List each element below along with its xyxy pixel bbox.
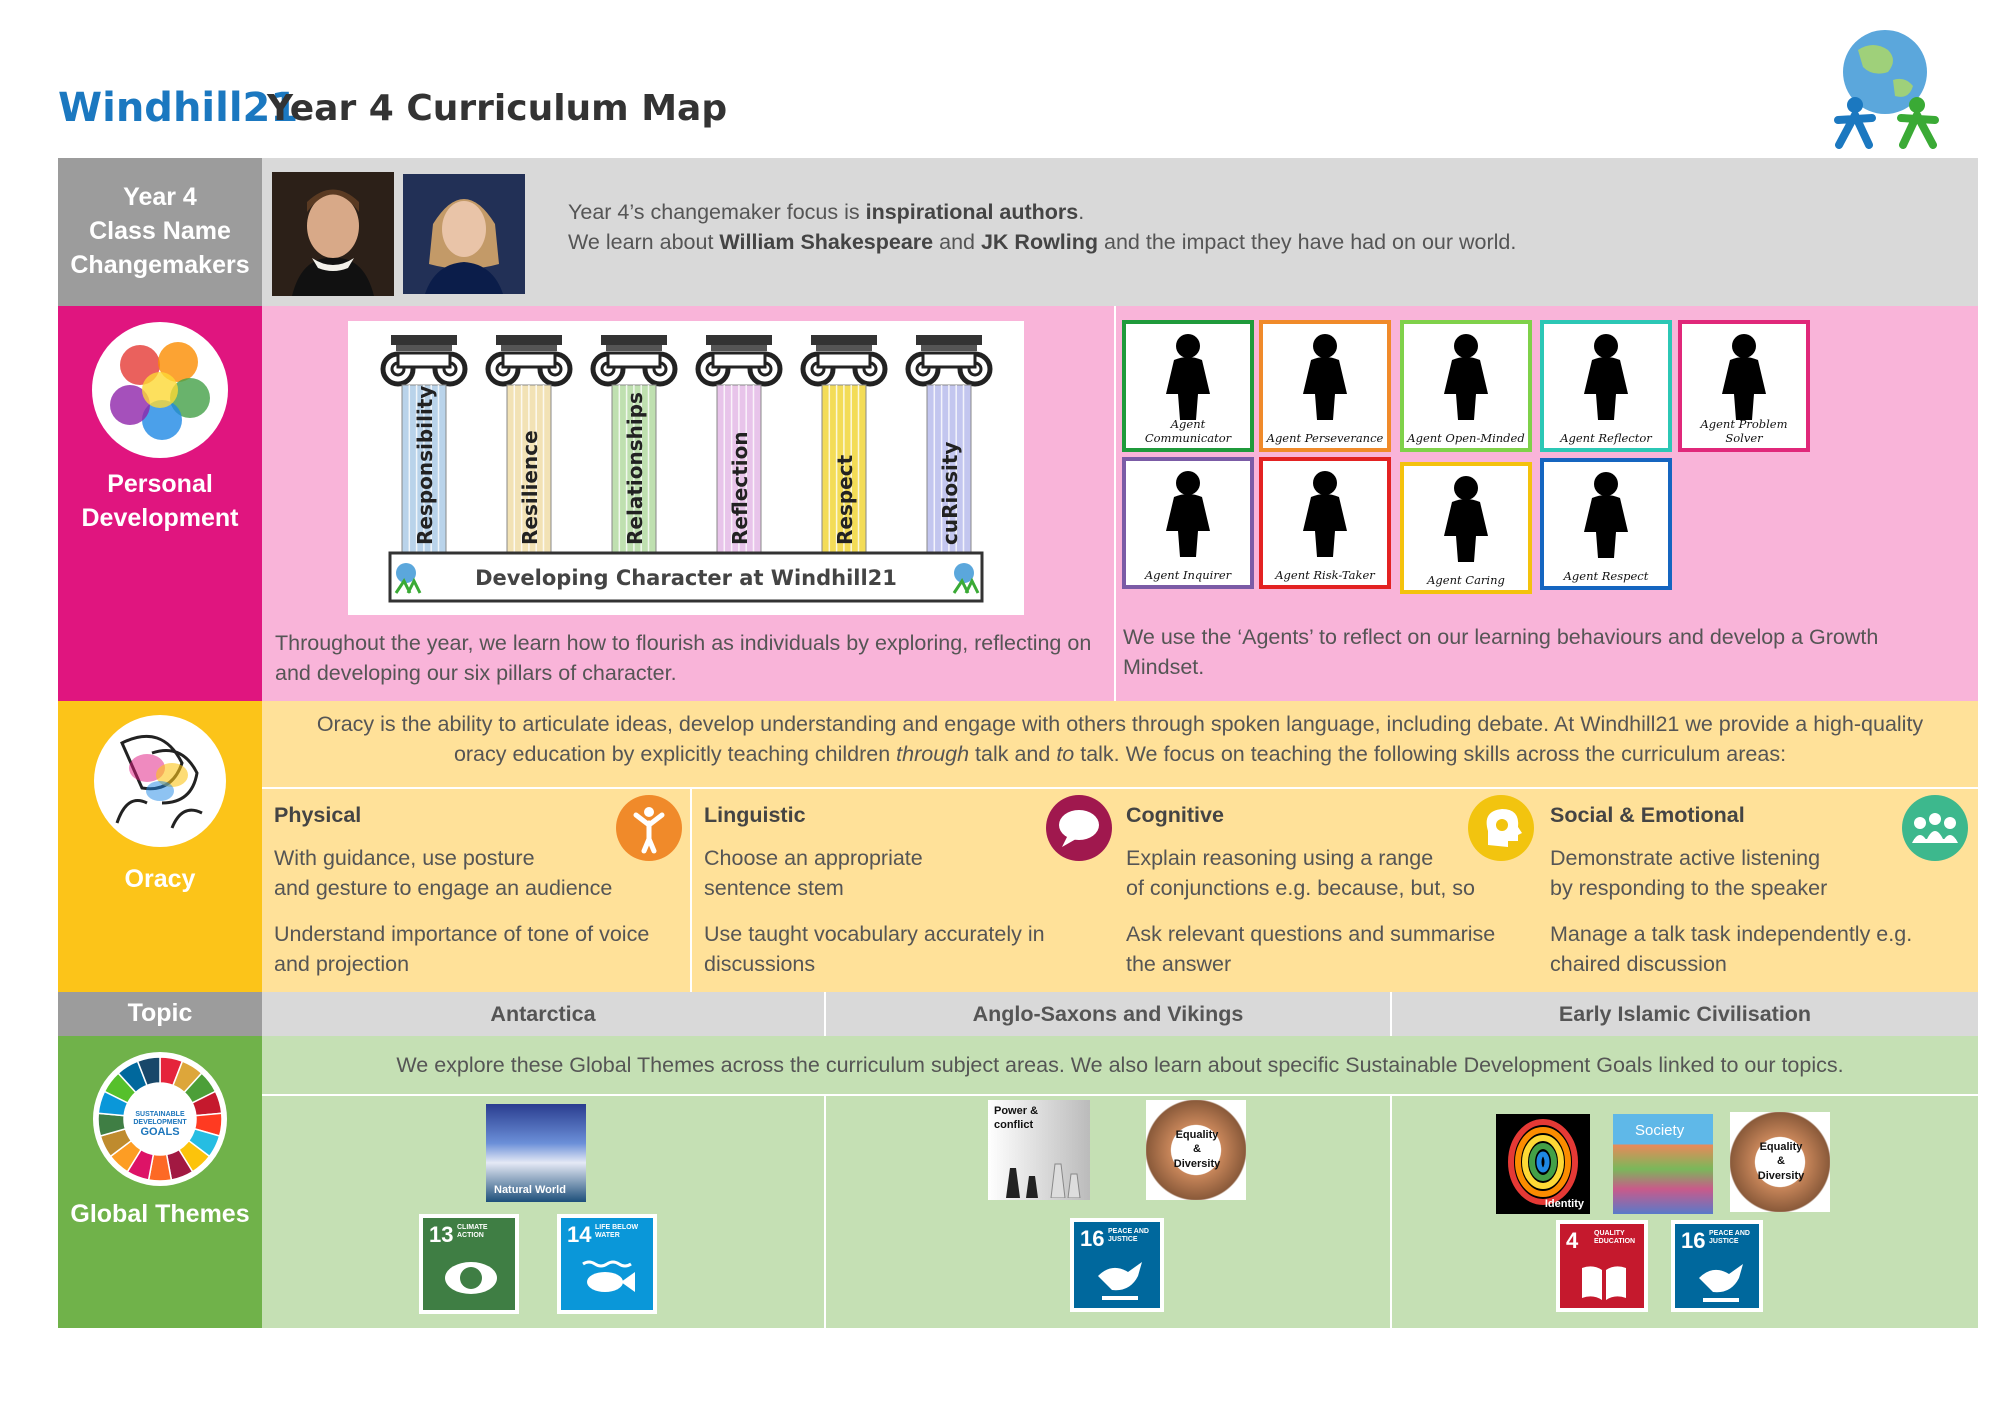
svg-text:DEVELOPMENT: DEVELOPMENT: [133, 1119, 187, 1126]
skill-text-1: Explain reasoning using a range of conjunctions e.g. because, but, so: [1126, 846, 1476, 901]
pillar-label: cuRiosity: [938, 441, 962, 545]
skill-title: Social & Emotional: [1550, 803, 1745, 827]
personal-label-line2: Development: [81, 503, 239, 532]
agent-silhouette-icon: [1263, 324, 1387, 424]
oracy-skill-1: [262, 787, 692, 992]
agent-card: [1400, 320, 1532, 452]
agent-card: [1122, 457, 1254, 589]
class-name-value: Changemakers: [70, 250, 250, 279]
handprints-icon: [90, 320, 230, 460]
globe-children-icon: [1813, 20, 1956, 155]
oracy-skill-3: [1114, 787, 1544, 992]
agent-name: Agent Inquirer: [1144, 568, 1232, 582]
skill-text-2: Use taught vocabulary accurately in discussions: [704, 922, 1045, 977]
pillar-6: [908, 335, 990, 553]
group-icon: [1900, 793, 1970, 863]
personal-label-line1: Personal: [107, 470, 213, 498]
person-icon: [614, 793, 684, 863]
agent-silhouette-icon: [1544, 462, 1668, 562]
natural-world-tile: Natural World: [486, 1104, 586, 1202]
power-conflict-tile: Power & conflict: [988, 1100, 1090, 1200]
speech-bubble-icon: [1044, 793, 1114, 863]
pillar-4: [698, 335, 780, 553]
personal-development-label: [58, 306, 262, 701]
agent-silhouette-icon: [1263, 461, 1387, 561]
agent-name: Agent Reflector: [1560, 431, 1652, 445]
skill-text-2: Manage a talk task independently e.g. chaired discussion: [1550, 922, 1913, 977]
sdg16-tile-1: 16 PEACE AND JUSTICE: [1070, 1218, 1164, 1312]
pillar-2: [488, 335, 570, 553]
oracy-label-text: Oracy: [124, 865, 196, 893]
agent-card: [1678, 320, 1810, 452]
agent-card: [1540, 320, 1672, 452]
pillars-description: Throughout the year, we learn how to flourish as individuals by exploring, reflecting on and developing our six pillars of character.: [275, 631, 1092, 686]
sdg-wheel-icon: [91, 1050, 229, 1188]
skill-text-1: Demonstrate active listening by responding to the speaker: [1550, 846, 1828, 901]
pillar-label: Reflection: [728, 431, 752, 545]
agent-silhouette-icon: [1404, 324, 1528, 424]
society-tile: Society: [1613, 1114, 1713, 1214]
agent-silhouette-icon: [1126, 324, 1250, 424]
pillars-banner-text: Developing Character at Windhill21: [475, 566, 897, 590]
skill-title: Physical: [274, 803, 362, 827]
pillars-image: [348, 321, 1024, 615]
pillar-5: [803, 335, 885, 553]
sdg14-tile: 14 LIFE BELOW WATER: [557, 1214, 657, 1314]
agent-silhouette-icon: [1404, 466, 1528, 566]
agent-name: Agent Problem Solver: [1700, 417, 1788, 445]
skill-text-2: Ask relevant questions and summarise the answer: [1126, 922, 1496, 977]
skill-text-2: Understand importance of tone of voice and projection: [274, 922, 650, 977]
equality-diversity-tile-2: Equality & Diversity: [1730, 1112, 1830, 1212]
agent-name: Agent Communicator: [1144, 417, 1232, 445]
global-label-text: Global Themes: [70, 1200, 250, 1228]
svg-text:SUSTAINABLE: SUSTAINABLE: [135, 1111, 185, 1118]
brand-name: Windhill21: [58, 85, 299, 131]
oracy-skill-4: [1538, 787, 1978, 992]
sdg4-tile: 4 QUALITY EDUCATION: [1556, 1220, 1648, 1312]
skill-title: Cognitive: [1126, 803, 1224, 827]
pillars-diagram: [348, 321, 1024, 615]
agent-card: [1540, 458, 1672, 590]
topic-antarctica: Antarctica: [262, 992, 826, 1036]
topic-label: Topic: [58, 992, 262, 1036]
agent-silhouette-icon: [1544, 324, 1668, 424]
global-intro: We explore these Global Themes across the curriculum subject areas. We also learn about specific Sustainable Development Goals linked to our topics.: [396, 1053, 1844, 1077]
oracy-label: [58, 701, 262, 992]
page-title: Year 4 Curriculum Map: [267, 88, 728, 129]
eye-globe-icon: [443, 1256, 499, 1300]
agent-name: Agent Risk-Taker: [1275, 568, 1375, 582]
svg-text:GOALS: GOALS: [140, 1126, 180, 1138]
global-themes-label: [58, 1036, 262, 1328]
oracy-skill-2: [692, 787, 1122, 992]
pillar-3: [593, 335, 675, 553]
agent-silhouette-icon: [1126, 461, 1250, 561]
pillar-1: [383, 335, 465, 553]
agent-name: Agent Caring: [1427, 573, 1505, 587]
class-intro: Year 4’s changemaker focus is inspirational authors. We learn about William Shakespeare and JK Rowling and the impact they have had on our world.: [568, 200, 1517, 255]
shakespeare-portrait: [272, 172, 394, 296]
skill-text-1: With guidance, use posture and gesture to engage an audience: [274, 846, 613, 901]
agent-card: [1400, 462, 1532, 594]
identity-tile: Identity: [1496, 1114, 1590, 1214]
year-label: Year 4: [123, 183, 197, 212]
windhill-logo: [1813, 20, 1956, 155]
class-label: [58, 158, 262, 306]
sdg13-tile: 13 CLIMATE ACTION: [419, 1214, 519, 1314]
sdg16-tile-2: 16 PEACE AND JUSTICE: [1671, 1220, 1763, 1312]
agent-name: Agent Perseverance: [1266, 431, 1384, 445]
pillar-label: Responsibility: [413, 385, 437, 545]
talking-heads-icon: [92, 713, 228, 849]
agent-silhouette-icon: [1682, 324, 1806, 424]
fish-icon: [579, 1258, 639, 1298]
chess-pieces-icon: [996, 1140, 1086, 1198]
agent-card: [1259, 457, 1391, 589]
class-name-label: Class Name: [89, 217, 231, 246]
dove-gavel-icon: [1693, 1258, 1749, 1308]
topic-anglo-saxons: Anglo-Saxons and Vikings: [826, 992, 1392, 1036]
agents-description: We use the ‘Agents’ to reflect on our learning behaviours and develop a Growth Mindset.: [1123, 625, 1879, 680]
agent-name: Agent Respect: [1563, 569, 1649, 583]
topic-islamic: Early Islamic Civilisation: [1392, 992, 1978, 1036]
pillars-banner: [390, 553, 982, 601]
skill-title: Linguistic: [704, 803, 806, 827]
pillar-label: Relationships: [623, 392, 647, 545]
pillar-label: Resilience: [518, 430, 542, 545]
equality-diversity-tile-1: Equality & Diversity: [1146, 1100, 1246, 1200]
dove-gavel-icon: [1092, 1256, 1148, 1306]
rowling-portrait: [403, 174, 525, 294]
skill-text-1: Choose an appropriate sentence stem: [704, 846, 923, 901]
agent-card: [1122, 320, 1254, 452]
head-cog-icon: [1466, 793, 1536, 863]
book-pencil-icon: [1578, 1260, 1630, 1304]
oracy-intro: Oracy is the ability to articulate ideas, develop understanding and engage with others through spoken language, including debate. At Windhill21 we provide a high-quality oracy education by explicitly teaching children through talk and to talk. We focus on teaching the following skills across the curriculum areas:: [316, 712, 1924, 767]
pillar-label: Respect: [833, 454, 857, 545]
agent-card: [1259, 320, 1391, 452]
agent-name: Agent Open-Minded: [1407, 431, 1525, 445]
